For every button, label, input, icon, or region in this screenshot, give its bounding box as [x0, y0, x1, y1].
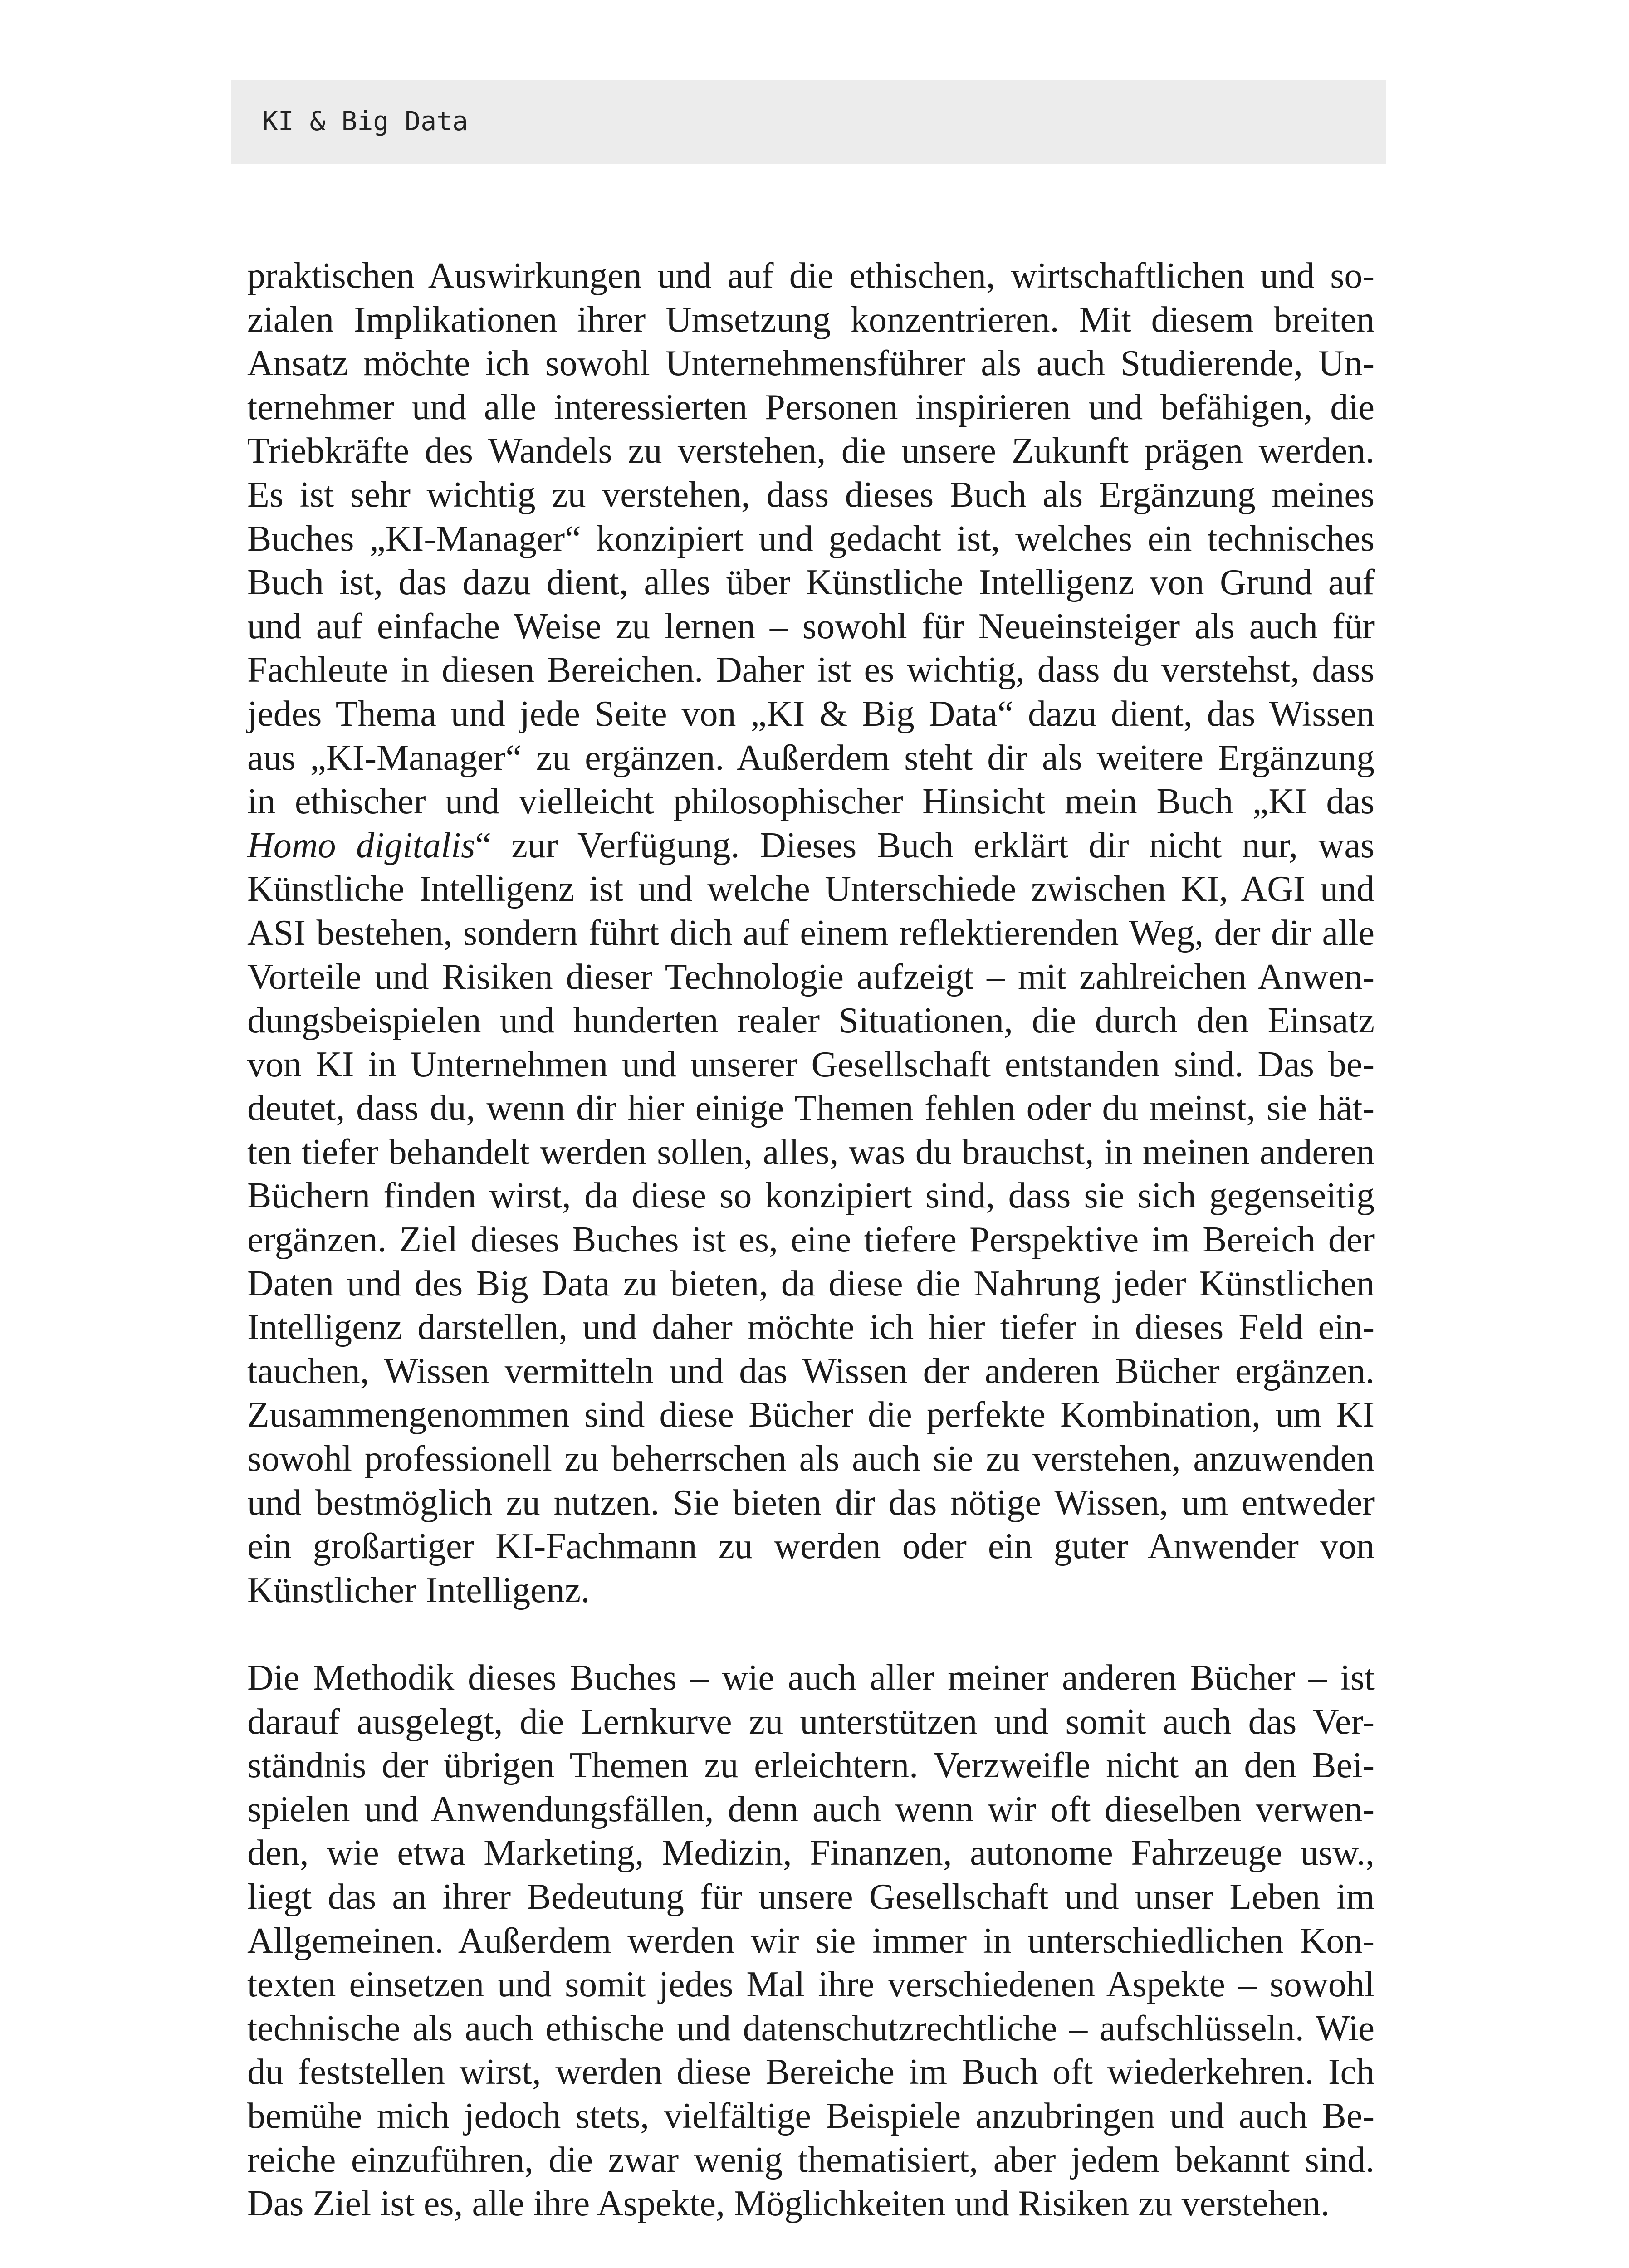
- text-line: [247, 1262, 1375, 1306]
- text-segment: bemühe mich jedoch stets, vielfältige Beispiele anzubringen und auch Be-: [247, 2096, 1375, 2136]
- text-segment: aus „KI-Manager“ zu ergänzen. Außerdem steht dir als weitere Ergänzung: [247, 738, 1375, 778]
- text-line: [247, 911, 1375, 955]
- text-line: [247, 1174, 1375, 1218]
- text-segment: liegt das an ihrer Bedeutung für unsere Gesellschaft und unser Leben im: [247, 1877, 1375, 1917]
- text-segment: darauf ausgelegt, die Lernkurve zu unterstützen und somit auch das Ver-: [247, 1701, 1375, 1742]
- text-segment: Triebkräfte des Wandels zu verstehen, die unsere Zukunft prägen werden.: [247, 431, 1375, 471]
- text-line: [247, 561, 1375, 605]
- text-line: [247, 1305, 1375, 1349]
- text-segment: Das Ziel ist es, alle ihre Aspekte, Möglichkeiten und Risiken zu verstehen.: [247, 2184, 1330, 2224]
- text-line: [247, 1393, 1375, 1437]
- text-line: [247, 1481, 1375, 1525]
- text-segment: ten tiefer behandelt werden sollen, alles, was du brauchst, in meinen anderen: [247, 1132, 1375, 1172]
- text-segment: Ansatz möchte ich sowohl Unternehmensführer als auch Studierende, Un-: [247, 343, 1375, 384]
- text-segment: Allgemeinen. Außerdem werden wir sie immer in unterschiedlichen Kon-: [247, 1921, 1375, 1961]
- paragraph: [247, 254, 1375, 1612]
- text-line: [247, 298, 1375, 342]
- text-segment: Künstlicher Intelligenz.: [247, 1570, 590, 1610]
- text-segment: zialen Implikationen ihrer Umsetzung konzentrieren. Mit diesem breiten: [247, 299, 1375, 340]
- text-segment: praktischen Auswirkungen und auf die ethischen, wirtschaftlichen und so-: [247, 256, 1375, 296]
- text-line: [247, 1788, 1375, 1832]
- text-line: [247, 1525, 1375, 1569]
- text-line: [247, 1700, 1375, 1744]
- text-line: [247, 1919, 1375, 1963]
- text-line: [247, 1043, 1375, 1087]
- text-line: [247, 2138, 1375, 2182]
- text-line: [247, 254, 1375, 298]
- text-segment: Es ist sehr wichtig zu verstehen, dass dieses Buch als Ergänzung meines: [247, 474, 1375, 515]
- text-segment: Die Methodik dieses Buches – wie auch aller meiner anderen Bücher – ist: [247, 1658, 1375, 1698]
- paragraph: [247, 1656, 1375, 2226]
- text-segment: Büchern finden wirst, da diese so konzipiert sind, dass sie sich gegenseitig: [247, 1176, 1375, 1216]
- text-line: [247, 429, 1375, 473]
- text-segment: tauchen, Wissen vermitteln und das Wissen der anderen Bücher ergänzen.: [247, 1351, 1375, 1391]
- text-line: [247, 824, 1375, 868]
- text-line: [247, 999, 1375, 1043]
- text-segment: spielen und Anwendungsfällen, denn auch wenn wir oft dieselben verwen-: [247, 1789, 1375, 1829]
- text-segment: sowohl professionell zu beherrschen als auch sie zu verstehen, anzuwenden: [247, 1439, 1375, 1479]
- text-line: [247, 867, 1375, 911]
- text-segment: Buches „KI-Manager“ konzipiert und gedacht ist, welches ein technisches: [247, 518, 1375, 559]
- text-segment: Zusammengenommen sind diese Bücher die perfekte Kombination, um KI: [247, 1395, 1375, 1435]
- text-line: [247, 473, 1375, 517]
- text-segment: Buch ist, das dazu dient, alles über Künstliche Intelligenz von Grund auf: [247, 562, 1375, 603]
- text-line: [247, 1569, 1375, 1613]
- text-segment: ASI bestehen, sondern führt dich auf einem reflektierenden Weg, der dir alle: [247, 913, 1375, 953]
- text-line: [247, 2050, 1375, 2094]
- text-line: [247, 342, 1375, 386]
- text-line: [247, 1130, 1375, 1174]
- text-segment: ständnis der übrigen Themen zu erleichtern. Verzweifle nicht an den Bei-: [247, 1745, 1375, 1786]
- text-segment: du feststellen wirst, werden diese Bereiche im Buch oft wiederkehren. Ich: [247, 2052, 1375, 2092]
- text-segment: ein großartiger KI-Fachmann zu werden oder ein guter Anwender von: [247, 1526, 1375, 1567]
- text-line: [247, 780, 1375, 824]
- text-segment: Intelligenz darstellen, und daher möchte ich hier tiefer in dieses Feld ein-: [247, 1307, 1375, 1348]
- text-segment: Künstliche Intelligenz ist und welche Unterschiede zwischen KI, AGI und: [247, 869, 1375, 909]
- text-segment: Fachleute in diesen Bereichen. Daher ist es wichtig, dass du verstehst, dass: [247, 650, 1375, 690]
- italic-text: Homo digitalis: [247, 825, 475, 865]
- text-segment: Daten und des Big Data zu bieten, da diese die Nahrung jeder Künstlichen: [247, 1263, 1375, 1304]
- text-segment: reiche einzuführen, die zwar wenig thematisiert, aber jedem bekannt sind.: [247, 2140, 1375, 2180]
- text-line: [247, 1086, 1375, 1130]
- text-line: [247, 692, 1375, 736]
- text-segment: und bestmöglich zu nutzen. Sie bieten dir das nötige Wissen, um entweder: [247, 1482, 1375, 1523]
- text-segment: jedes Thema und jede Seite von „KI & Big Data“ dazu dient, das Wissen: [247, 694, 1375, 734]
- text-line: [247, 1218, 1375, 1262]
- text-line: [247, 1744, 1375, 1788]
- text-segment: in ethischer und vielleicht philosophischer Hinsicht mein Buch „KI das: [247, 782, 1375, 822]
- running-header-title: KI & Big Data: [262, 106, 468, 137]
- text-line: [247, 1831, 1375, 1875]
- text-segment: von KI in Unternehmen und unserer Gesellschaft entstanden sind. Das be-: [247, 1044, 1375, 1085]
- text-segment: texten einsetzen und somit jedes Mal ihre verschiedenen Aspekte – sowohl: [247, 1965, 1375, 2005]
- text-line: [247, 1656, 1375, 1700]
- text-line: [247, 736, 1375, 780]
- text-line: [247, 386, 1375, 430]
- text-segment: ternehmer und alle interessierten Personen inspirieren und befähigen, die: [247, 387, 1375, 427]
- text-line: [247, 2007, 1375, 2051]
- text-line: [247, 1349, 1375, 1393]
- body-text: [247, 254, 1375, 2226]
- text-segment: den, wie etwa Marketing, Medizin, Finanzen, autonome Fahrzeuge usw.,: [247, 1833, 1375, 1873]
- text-line: [247, 955, 1375, 999]
- text-segment: deutet, dass du, wenn dir hier einige Themen fehlen oder du meinst, sie hät-: [247, 1088, 1375, 1129]
- text-line: [247, 1437, 1375, 1481]
- text-segment: technische als auch ethische und datenschutzrechtliche – aufschlüsseln. Wie: [247, 2008, 1375, 2048]
- text-line: [247, 1963, 1375, 2007]
- text-segment: dungsbeispielen und hunderten realer Situationen, die durch den Einsatz: [247, 1001, 1375, 1041]
- text-segment: ergänzen. Ziel dieses Buches ist es, eine tiefere Perspektive im Bereich der: [247, 1220, 1375, 1260]
- text-segment: und auf einfache Weise zu lernen – sowohl für Neueinsteiger als auch für: [247, 606, 1375, 646]
- running-header: [231, 80, 1386, 164]
- text-line: [247, 1875, 1375, 1919]
- text-segment: Vorteile und Risiken dieser Technologie aufzeigt – mit zahlreichen Anwen-: [247, 957, 1375, 997]
- text-line: [247, 517, 1375, 561]
- text-line: [247, 2094, 1375, 2138]
- text-line: [247, 648, 1375, 692]
- text-line: [247, 2182, 1375, 2226]
- text-segment: “ zur Verfügung. Dieses Buch erklärt dir nicht nur, was: [475, 825, 1375, 865]
- text-line: [247, 605, 1375, 649]
